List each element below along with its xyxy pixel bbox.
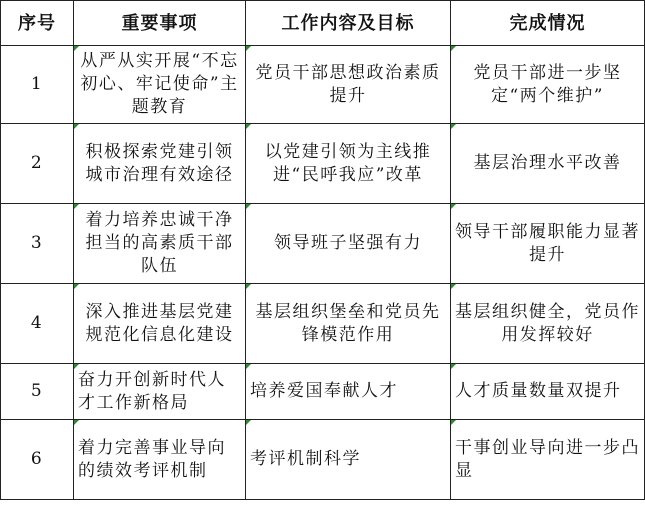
row-index: 1 <box>1 46 74 124</box>
header-task: 重要事项 <box>74 1 246 46</box>
table-row <box>1 420 645 500</box>
row-content: 以党建引领为主线推进“民呼我应”改革 <box>246 124 451 204</box>
row-index: 6 <box>1 420 74 500</box>
row-index: 5 <box>1 364 74 420</box>
row-task: 从严从实开展“不忘初心、牢记使命”主题教育 <box>74 46 246 124</box>
row-status: 干事创业导向进一步凸显 <box>451 420 645 500</box>
row-content: 领导班子坚强有力 <box>246 204 451 284</box>
row-status: 基层治理水平改善 <box>451 124 645 204</box>
table-row <box>1 284 645 364</box>
row-content: 基层组织堡垒和党员先锋模范作用 <box>246 284 451 364</box>
row-task: 积极探索党建引领城市治理有效途径 <box>74 124 246 204</box>
row-content: 考评机制科学 <box>246 420 451 500</box>
row-status: 党员干部进一步坚定“两个维护” <box>451 46 645 124</box>
row-task: 着力培养忠诚干净担当的高素质干部队伍 <box>74 204 246 284</box>
row-index: 4 <box>1 284 74 364</box>
header-row <box>1 1 645 46</box>
header-status: 完成情况 <box>451 1 645 46</box>
row-task: 着力完善事业导向的绩效考评机制 <box>74 420 246 500</box>
table-row <box>1 204 645 284</box>
row-content: 培养爱国奉献人才 <box>246 364 451 420</box>
row-status: 人才质量数量双提升 <box>451 364 645 420</box>
row-status: 领导干部履职能力显著提升 <box>451 204 645 284</box>
header-index: 序号 <box>1 1 74 46</box>
header-content: 工作内容及目标 <box>246 1 451 46</box>
table-row <box>1 46 645 124</box>
row-task: 奋力开创新时代人才工作新格局 <box>74 364 246 420</box>
table-row <box>1 124 645 204</box>
table-row <box>1 364 645 420</box>
row-content: 党员干部思想政治素质提升 <box>246 46 451 124</box>
row-index: 3 <box>1 204 74 284</box>
row-status: 基层组织健全，党员作用发挥较好 <box>451 284 645 364</box>
row-index: 2 <box>1 124 74 204</box>
row-task: 深入推进基层党建规范化信息化建设 <box>74 284 246 364</box>
